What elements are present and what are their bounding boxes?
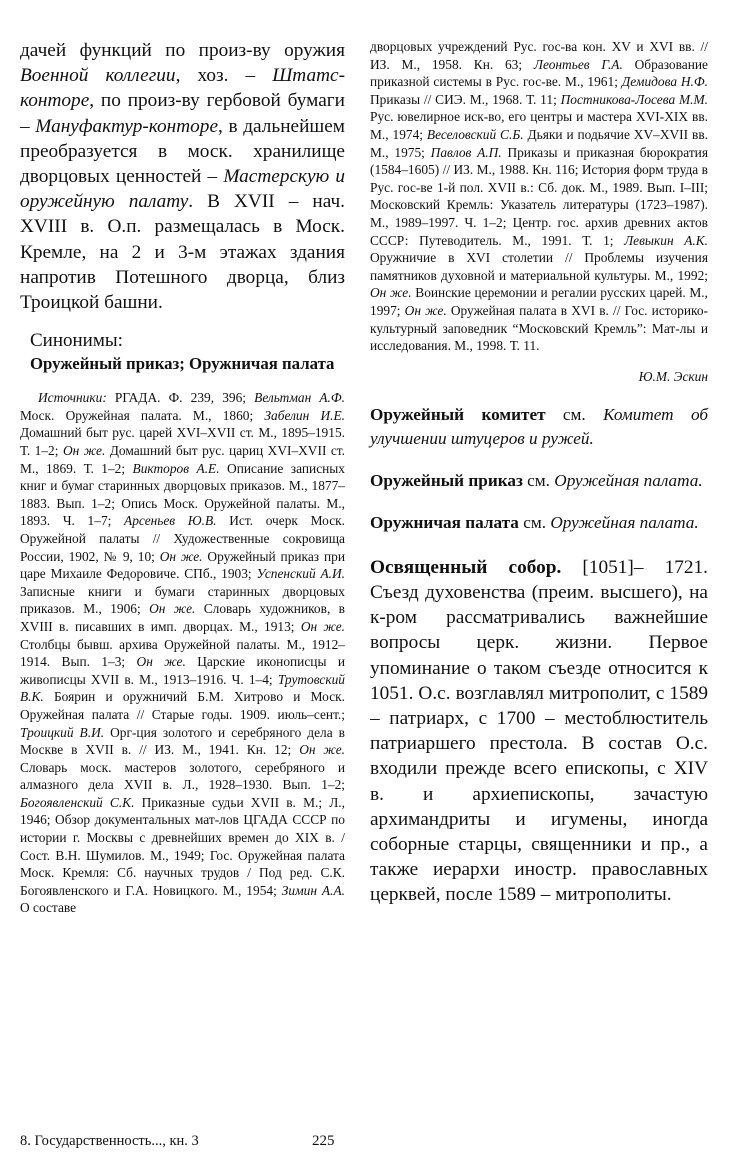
- author-signature: Ю.М. Эскин: [638, 368, 708, 384]
- page-number: 225: [312, 1133, 335, 1149]
- right-column: [370, 38, 708, 908]
- left-column: [20, 38, 345, 917]
- sources-continuation: дворцовых учреждений Рус. гос-ва кон. XV и XVI вв. // ИЗ. М., 1958. Кн. 63; Леонтьев Г.А. Образование приказной системы в Рус. гос-ве. М., 1961; Демидова Н.Ф. Приказы // СИЭ. М., 1968. Т. 11; Постникова-Лосева М.М. Рус. ювелирное иск-во, его центры и мастера XVI-XIX вв. М., 1974; Веселовский С.Б. Дьяки и подьячие XV–XVII вв. М., 1975; Павлов А.П. Приказы и приказная бюрократия (1584–1605) // ИЗ. М., 1988. Кн. 116; История форм труда в Рус. гос-ве 1-й пол. XVII в.: Сб. док. М., 1989. Вып. I–III; Московский Кремль: Указатель литературы (1723–1987). М., 1989–1997. Ч. 1–2; Центр. гос. архив древних актов СССР: Путеводитель. М., 1991. Т. 1; Левыкин А.К. Оружничие в XVI столетии // Проблемы изучения памятников духовной и материальной культуры. М., 1992; Он же. Воинские церемонии и регалии русских царей. М., 1997; Он же. Оружейная палата в XVI в. // Гос. историко-культурный заповедник “Московский Кремль”: Мат-лы и исследования. М., 1998. Т. 11.: [370, 39, 709, 354]
- synonyms-text: Оружейный приказ; Оружничая палата: [30, 354, 335, 374]
- dictionary-entry: Освященный собор. [1051]– 1721. Съезд духовенства (преим. высшего), на к-ром рассматривались важнейшие вопросы церк. жизни. Первое упоминание о таком съезде относится к 1051. О.с. возглавлял митрополит, с 1589 – патриарх, с 1700 – местоблюститель патриаршего престола. В состав О.с. входили прежде всего епископы, с XIV в. и архиепископы, зачастую архимандриты и игумены, иногда соборные старцы, священники и пр., а также иерархи иностр. православных церквей, после 1589 – митрополиты.: [370, 556, 708, 906]
- article-continuation: дачей функций по произ-ву оружия Военной коллегии, хоз. – Штатс-конторе, по произ-ву гербовой бумаги – Мануфактур-конторе, в дальнейшем преобразуется в моск. хранилище дворцовых ценностей – Мастерскую и оружейную палату. В XVII – нач. XVIII в. О.п. размещалась в Моск. Кремле, на 2 и 3-м этажах здания напротив Потешного дворца, близ Троицкой башни.: [20, 40, 346, 314]
- sources-block: Источники: РГАДА. Ф. 239, 396; Вельтман А.Ф. Моск. Оружейная палата. М., 1860; Забелин И.Е. Домашний быт рус. царей XVI–XVII ст. М., 1895–1915. Т. 1–2; Он же. Домашний быт рус. цариц XVI–XVII ст. М., 1869. Т. 1–2; Викторов А.Е. Описание записных книг и бумаг старинных дворцовых приказов. М., 1877–1883. Вып. 1–2; Опись Моск. Оружейной палаты. М., 1893. Ч. 1–7; Арсеньев Ю.В. Ист. очерк Моск. Оружейной палаты // Художественные сокровища России, 1902, № 9, 10; Он же. Оружейный приказ при царе Михаиле Федоровиче. СПб., 1903; Успенский А.И. Записные книги и бумаги старинных дворцовых приказов. М., 1906; Он же. Словарь художников, в XVIII в. писавших в имп. дворцах. М., 1913; Он же. Столбцы бывш. архива Оружейной палаты. М., 1912–1914. Вып. 1–3; Он же. Царские иконописцы и живописцы XVII в. М., 1913–1916. Ч. 1–4; Трутовский В.К. Боярин и оружничий Б.М. Хитрово и Моск. Оружейная палата // Старые годы. 1909. июль–сент.; Троицкий В.И. Орг-ция золотого и серебряного дела в Москве в XVII в. // ИЗ. М., 1941. Кн. 12; Он же. Словарь моск. мастеров золотого, серебряного и алмазного дела XVII в. Л., 1928–1930. Вып. 1–2; Богоявленский С.К. Приказные судьи XVII в. М.; Л., 1946; Обзор документальных мат-лов ЦГАДА СССР по истории г. Москвы с древнейших времен до XIX в. / Сост. В.Н. Шумилов. М., 1949; Гос. Оружейная палата Моск. Кремля: Сб. научных трудов / Под ред. С.К. Богоявленского и Г.А. Новицкого. М., 1954; Зимин А.А. О составе: [20, 390, 346, 916]
- footer-signature: 8. Государственность..., кн. 3: [20, 1133, 199, 1149]
- cross-ref-entry: Оружейный приказ см. Оружейная палата.: [370, 470, 703, 490]
- synonyms-label: Синонимы:: [30, 330, 123, 352]
- cross-ref-entry: Оружничая палата см. Оружейная палата.: [370, 512, 699, 532]
- cross-ref-entry: Оружейный комитет см. Комитет об улучшении штуцеров и ружей.: [370, 404, 708, 448]
